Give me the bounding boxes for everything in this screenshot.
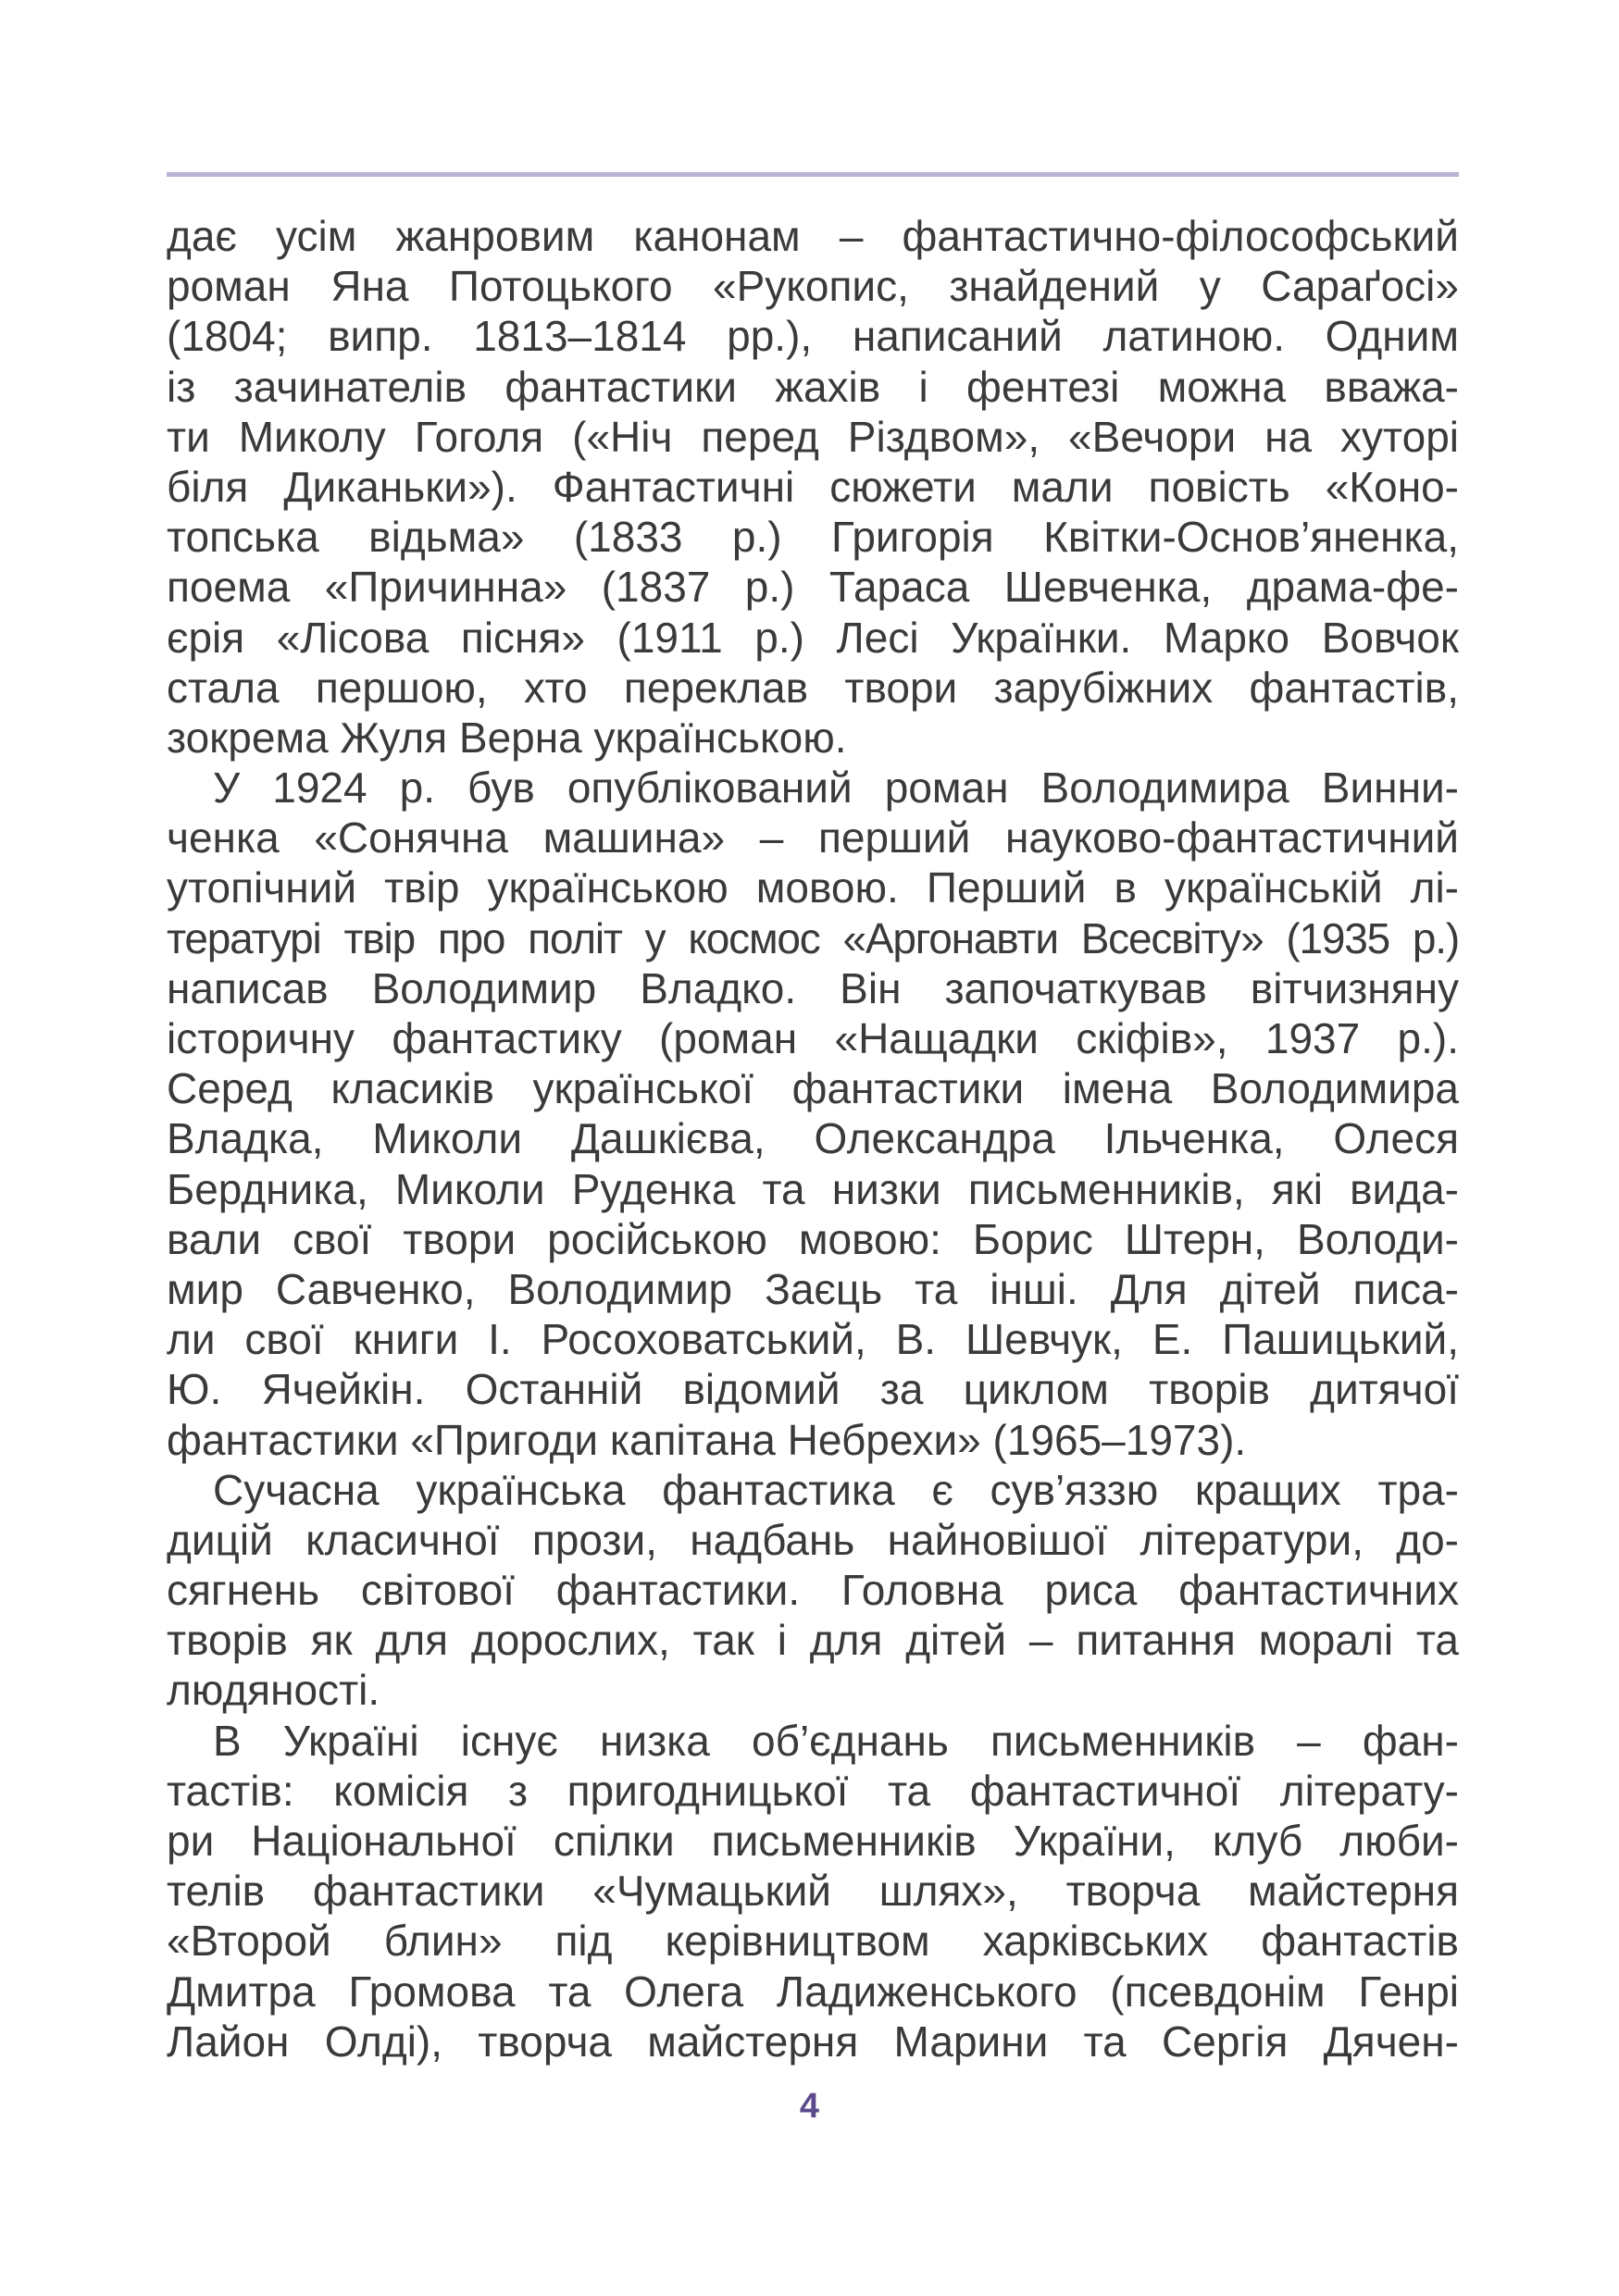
text-line: ли свої книги І. Росоховатський, В. Шевчук, Е. Пашицький, bbox=[167, 1315, 1459, 1364]
text-line: Сучасна українська фантастика є сув’яззю кращих тра- bbox=[213, 1465, 1459, 1514]
text-line: історичну фантастику (роман «Нащадки скіфів», 1937 р.). bbox=[167, 1014, 1459, 1062]
text-line: тературі твір про політ у космос «Аргонавти Всесвіту» (1935 р.) bbox=[167, 913, 1459, 962]
body-text bbox=[167, 211, 1459, 2066]
text-line: біля Диканьки»). Фантастичні сюжети мали повість «Коно- bbox=[167, 462, 1459, 511]
text-line: топська відьма» (1833 р.) Григорія Квітки-Основ’яненка, bbox=[167, 513, 1459, 562]
text-line: Владка, Миколи Дашкієва, Олександра Ільченка, Олеся bbox=[167, 1114, 1459, 1163]
text-line: фантастики «Пригоди капітана Небрехи» (1965–1973). bbox=[167, 1415, 1247, 1464]
text-line: Ю. Ячейкін. Останній відомий за циклом творів дитячої bbox=[167, 1365, 1459, 1414]
text-line: стала першою, хто переклав твори зарубіжних фантастів, bbox=[167, 663, 1459, 712]
text-line: Дмитра Громова та Олега Ладиженського (псевдонім Генрі bbox=[167, 1967, 1459, 2016]
text-line: дицій класичної прози, надбань найновішої літератури, до- bbox=[167, 1515, 1459, 1564]
page-number: 4 bbox=[799, 2087, 820, 2126]
text-line: У 1924 р. був опублікований роман Володимира Винни- bbox=[213, 763, 1459, 813]
paragraph bbox=[167, 211, 1459, 763]
text-line: телів фантастики «Чумацький шлях», творча майстерня bbox=[167, 1867, 1459, 1916]
text-line: «Второй блин» під керівництвом харківських фантастів bbox=[167, 1917, 1459, 1966]
text-line: ченка «Сонячна машина» – перший науково-фантастичний bbox=[167, 813, 1459, 863]
text-line: дає усім жанровим канонам – фантастично-філософський bbox=[167, 212, 1459, 260]
text-line: із зачинателів фантастики жахів і фентезі можна вважа- bbox=[167, 362, 1459, 411]
header-rule bbox=[167, 172, 1459, 177]
text-line: Лайон Олді), творча майстерня Марини та Сергія Дячен- bbox=[167, 2017, 1459, 2066]
text-line: (1804; випр. 1813–1814 рр.), написаний латиною. Одним bbox=[167, 312, 1459, 361]
paragraph bbox=[167, 1716, 1459, 2066]
text-line: В Україні існує низка об’єднань письменників – фан- bbox=[213, 1716, 1459, 1765]
text-line: єрія «Лісова пісня» (1911 р.) Лесі Українки. Марко Вовчок bbox=[167, 613, 1459, 662]
text-line: сягнень світової фантастики. Головна риса фантастичних bbox=[167, 1566, 1459, 1615]
text-line: вали свої твори російською мовою: Борис Штерн, Володи- bbox=[167, 1214, 1459, 1263]
text-line: ри Національної спілки письменників України, клуб люби- bbox=[167, 1817, 1459, 1865]
paragraph bbox=[167, 1465, 1459, 1716]
text-line: роман Яна Потоцького «Рукопис, знайдений у Сараґосі» bbox=[167, 262, 1459, 311]
text-line: творів як для дорослих, так і для дітей – питання моралі та bbox=[167, 1616, 1459, 1665]
text-line: мир Савченко, Володимир Заєць та інші. Для дітей писа- bbox=[167, 1264, 1459, 1313]
text-line: тастів: комісія з пригодницької та фантастичної літерату- bbox=[167, 1766, 1459, 1815]
text-line: зокрема Жуля Верна українською. bbox=[167, 713, 847, 762]
text-line: поема «Причинна» (1837 р.) Тараса Шевченка, драма-фе- bbox=[167, 563, 1459, 612]
text-line: написав Володимир Владко. Він започаткував вітчизняну bbox=[167, 963, 1459, 1012]
text-line: людяності. bbox=[167, 1666, 380, 1715]
text-line: утопічний твір українською мовою. Перший в українській лі- bbox=[167, 863, 1459, 912]
paragraph bbox=[167, 763, 1459, 1465]
text-line: Бердника, Миколи Руденка та низки письменників, які вида- bbox=[167, 1164, 1459, 1213]
text-line: Серед класиків української фантастики імена Володимира bbox=[167, 1064, 1459, 1113]
text-line: ти Миколу Гоголя («Ніч перед Різдвом», «Вечори на хуторі bbox=[167, 412, 1459, 461]
